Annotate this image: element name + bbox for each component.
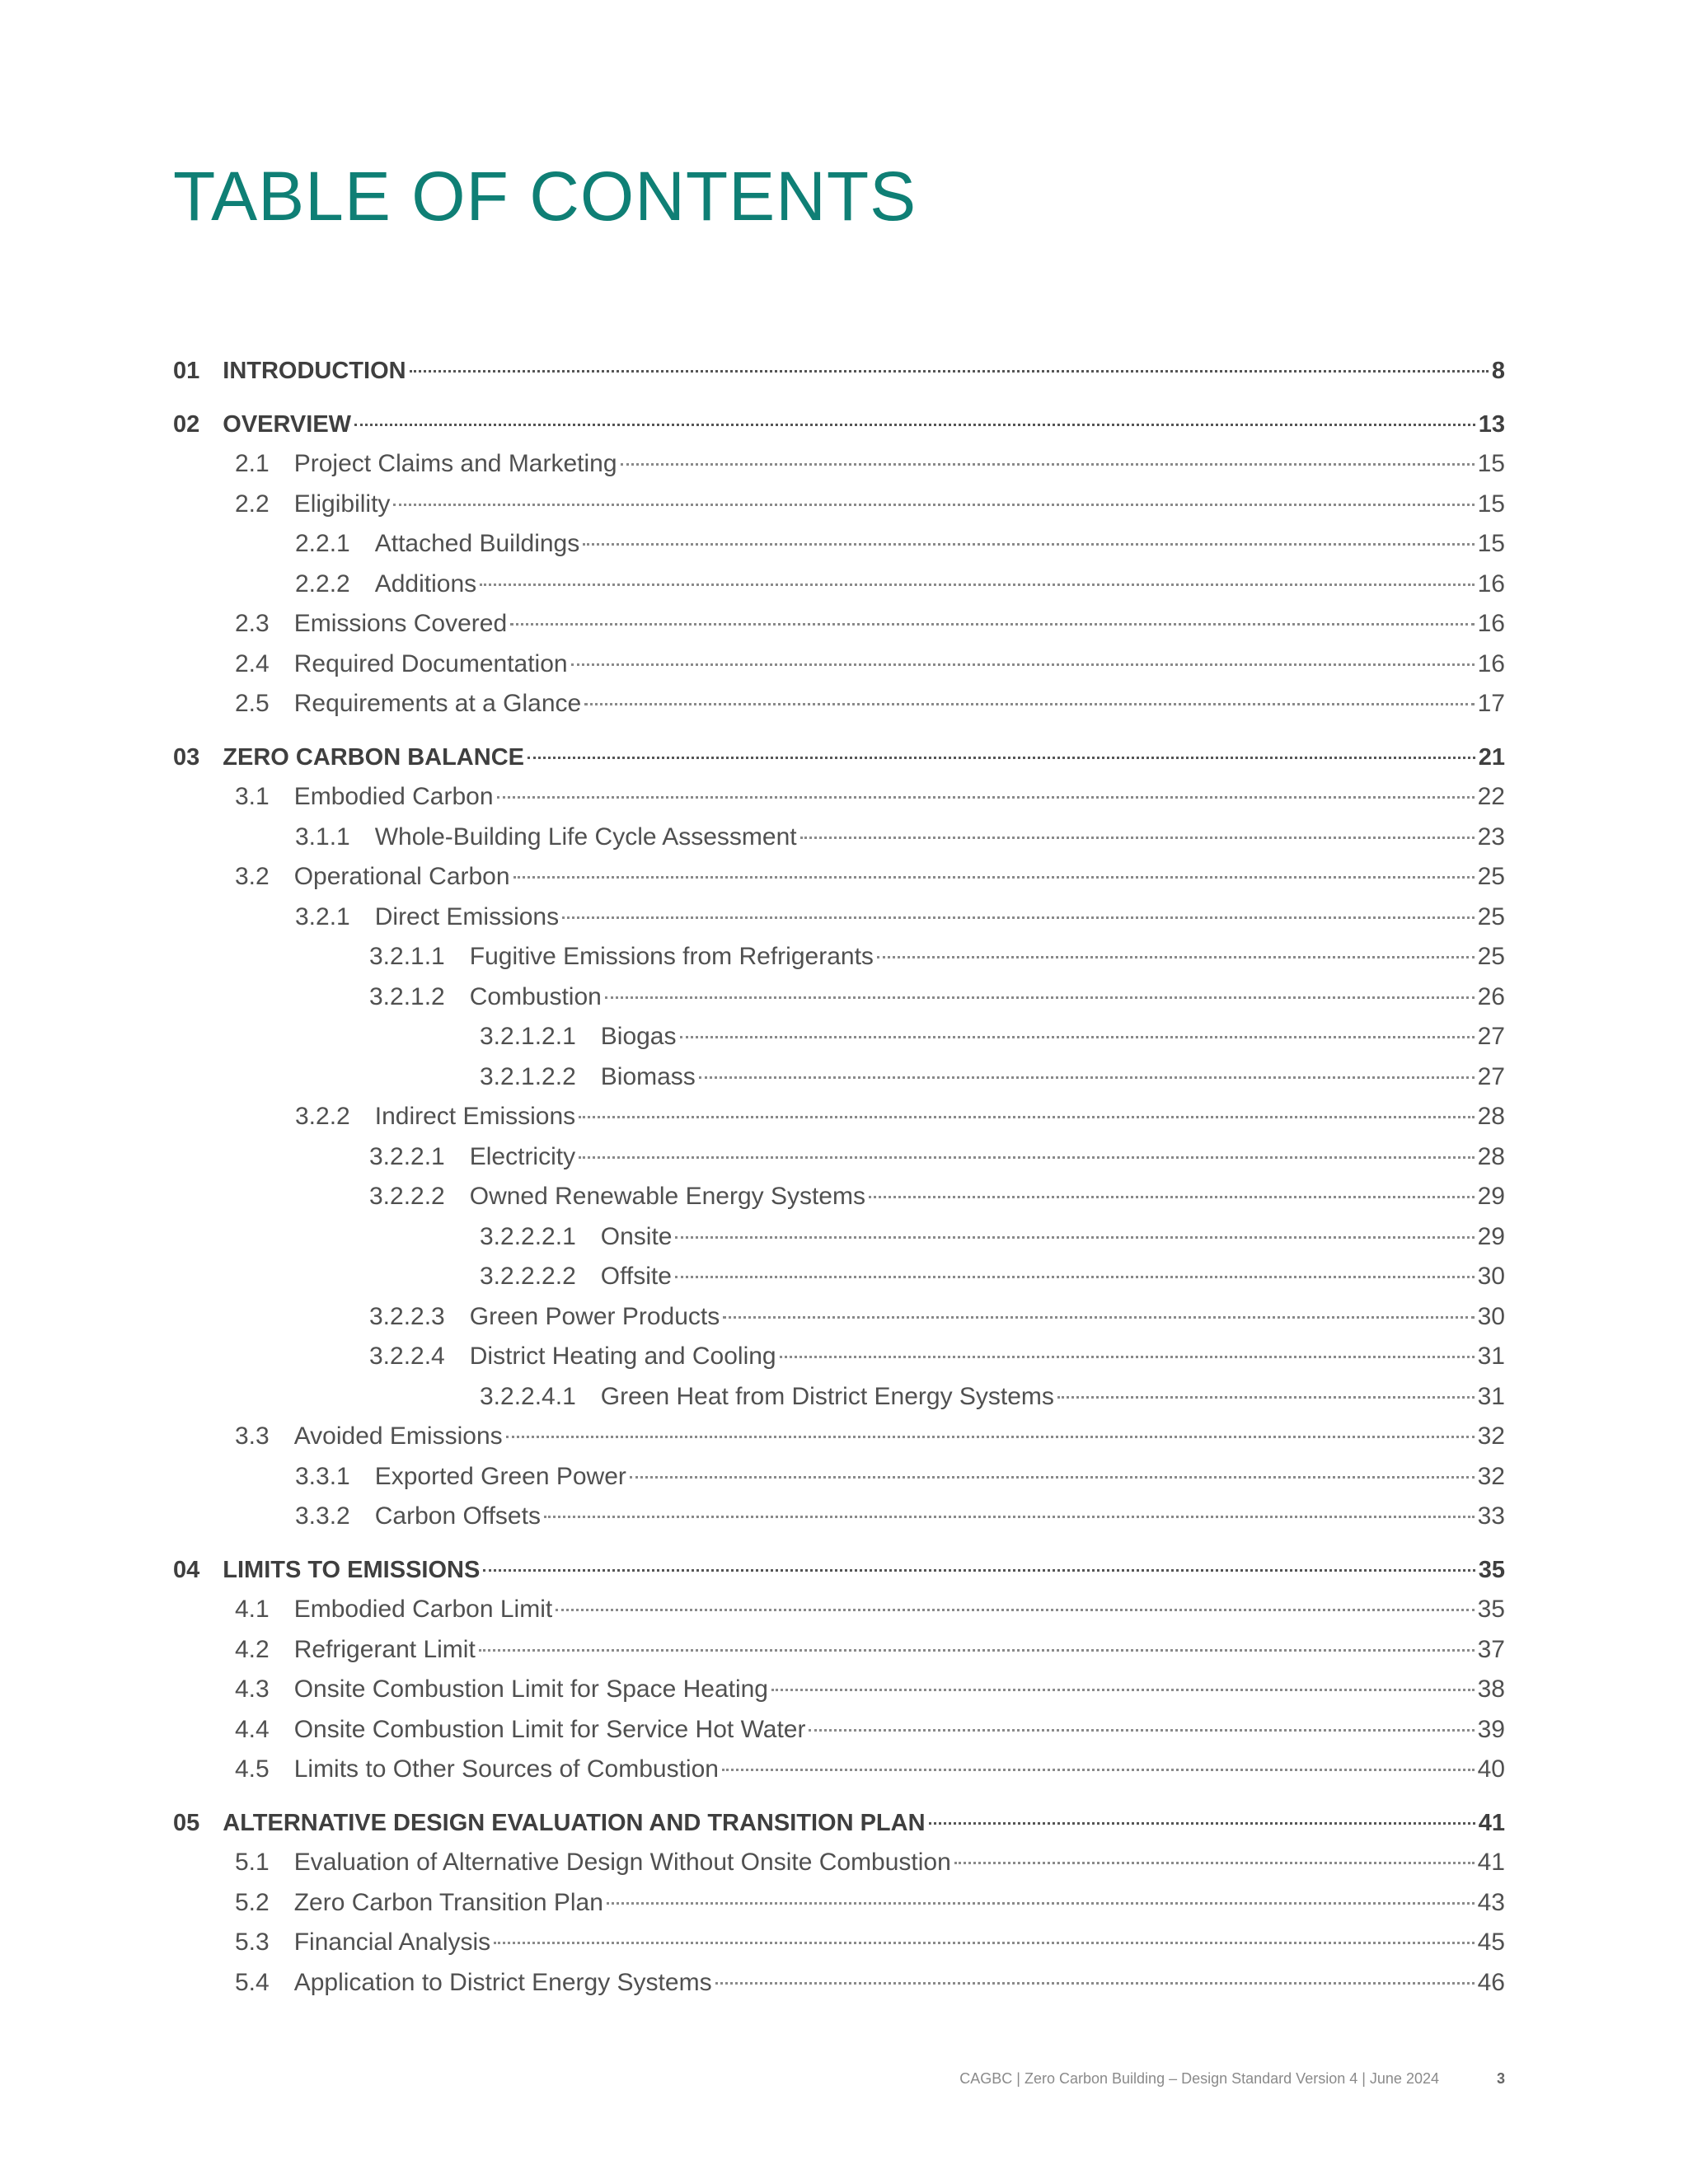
dot-leader bbox=[528, 757, 1475, 759]
toc-entry-page: 41 bbox=[1478, 1809, 1505, 1836]
toc-entry-title: Project Claims and Marketing bbox=[293, 450, 617, 477]
toc-entry-page: 25 bbox=[1477, 863, 1505, 890]
toc-entry[interactable] bbox=[295, 821, 1505, 854]
toc-entry-title: Operational Carbon bbox=[293, 863, 510, 890]
toc-entry[interactable] bbox=[235, 1673, 1505, 1706]
toc-entry-page: 31 bbox=[1477, 1343, 1505, 1370]
toc-entry-title: Additions bbox=[374, 569, 477, 598]
toc-entry-number: 3.2.1.2.1 bbox=[480, 1023, 576, 1050]
toc-entry-page: 32 bbox=[1477, 1422, 1505, 1450]
toc-entry-title: Application to District Energy Systems bbox=[293, 1968, 712, 1996]
toc-entry-number: 4.2 bbox=[235, 1635, 270, 1663]
toc-entry-number: 3.2.1 bbox=[295, 902, 350, 930]
toc-entry-number: 3.2.2.2.2 bbox=[480, 1263, 576, 1290]
footer-page-number: 3 bbox=[1496, 2070, 1505, 2087]
toc-entry-title: Embodied Carbon bbox=[293, 783, 494, 810]
toc-entry-number: 02 bbox=[173, 410, 200, 438]
toc-entry-number: 5.4 bbox=[235, 1968, 270, 1996]
toc-entry[interactable] bbox=[235, 1753, 1505, 1786]
toc-entry-number: 3.2 bbox=[235, 863, 270, 890]
toc-entry-page: 27 bbox=[1477, 1023, 1505, 1050]
toc-entry-page: 41 bbox=[1477, 1849, 1505, 1876]
toc-entry-title: Onsite Combustion Limit for Service Hot Water bbox=[293, 1715, 806, 1743]
dot-leader bbox=[562, 916, 1475, 919]
toc-entry-title: ALTERNATIVE DESIGN EVALUATION AND TRANSITION PLAN bbox=[223, 1809, 926, 1836]
toc-entry[interactable] bbox=[235, 860, 1505, 893]
dot-leader bbox=[780, 1356, 1475, 1358]
toc-entry-page: 13 bbox=[1478, 410, 1505, 438]
toc-entry-title: Required Documentation bbox=[293, 649, 568, 677]
dot-leader bbox=[556, 1609, 1474, 1611]
toc-entry-page: 38 bbox=[1477, 1675, 1505, 1703]
dot-leader bbox=[497, 796, 1475, 799]
toc-entry[interactable] bbox=[369, 1340, 1505, 1373]
toc-section-entry[interactable] bbox=[173, 741, 1505, 774]
dot-leader bbox=[675, 1276, 1475, 1278]
toc-entry-title: Emissions Covered bbox=[293, 610, 508, 637]
dot-leader bbox=[630, 1476, 1475, 1479]
toc-entry-number: 5.1 bbox=[235, 1849, 270, 1876]
toc-entry-page: 25 bbox=[1477, 902, 1505, 930]
toc-entry[interactable] bbox=[295, 1460, 1505, 1493]
dot-leader bbox=[579, 1156, 1475, 1159]
toc-entry-number: 4.5 bbox=[235, 1755, 270, 1783]
toc-section-entry[interactable] bbox=[173, 1554, 1505, 1586]
dot-leader bbox=[621, 463, 1475, 466]
toc-entry-title: LIMITS TO EMISSIONS bbox=[223, 1556, 481, 1583]
dot-leader bbox=[1057, 1396, 1475, 1399]
toc-entry-number: 2.2.2 bbox=[295, 569, 350, 598]
toc-entry-title: Exported Green Power bbox=[374, 1462, 626, 1490]
toc-entry[interactable] bbox=[235, 1846, 1505, 1879]
toc-entry-number: 01 bbox=[173, 358, 200, 384]
toc-entry-page: 16 bbox=[1477, 610, 1505, 637]
toc-entry-number: 3.2.1.1 bbox=[369, 943, 445, 970]
page-footer bbox=[959, 2070, 1505, 2088]
toc-entry-title: Avoided Emissions bbox=[293, 1422, 503, 1450]
toc-entry-title: Onsite Combustion Limit for Space Heating bbox=[293, 1675, 768, 1703]
toc-entry-title: Fugitive Emissions from Refrigerants bbox=[469, 943, 874, 970]
toc-entry[interactable] bbox=[235, 607, 1505, 640]
dot-leader bbox=[506, 1436, 1475, 1438]
toc-entry-page: 21 bbox=[1478, 743, 1505, 771]
dot-leader bbox=[607, 1902, 1475, 1905]
toc-entry-page: 45 bbox=[1477, 1929, 1505, 1956]
toc-entry-title: Carbon Offsets bbox=[374, 1502, 541, 1530]
dot-leader bbox=[584, 703, 1474, 705]
toc-section-entry[interactable] bbox=[173, 408, 1505, 441]
toc-entry[interactable] bbox=[235, 1966, 1505, 1999]
toc-entry-title: INTRODUCTION bbox=[223, 358, 406, 384]
toc-entry-page: 16 bbox=[1477, 649, 1505, 677]
dot-leader bbox=[715, 1982, 1475, 1985]
toc-entry-title: Indirect Emissions bbox=[374, 1103, 576, 1130]
toc-entry-title: Biogas bbox=[600, 1023, 677, 1050]
toc-entry[interactable] bbox=[235, 648, 1505, 681]
toc-entry-number: 3.1.1 bbox=[295, 823, 350, 851]
toc-entry[interactable] bbox=[235, 1886, 1505, 1919]
toc-entry-page: 29 bbox=[1477, 1183, 1505, 1210]
toc-entry[interactable] bbox=[235, 448, 1505, 480]
toc-entry-page: 16 bbox=[1477, 569, 1505, 598]
toc-entry[interactable] bbox=[295, 1500, 1505, 1533]
toc-entry[interactable] bbox=[480, 1221, 1505, 1254]
toc-entry-page: 17 bbox=[1477, 690, 1505, 717]
toc-entry[interactable] bbox=[235, 1420, 1505, 1453]
toc-entry-page: 30 bbox=[1477, 1263, 1505, 1290]
dot-leader bbox=[583, 543, 1474, 546]
toc-entry-page: 28 bbox=[1477, 1103, 1505, 1130]
toc-entry-number: 3.2.2.2 bbox=[369, 1183, 445, 1210]
toc-entry-number: 3.3.1 bbox=[295, 1462, 350, 1490]
toc-entry-number: 3.3.2 bbox=[295, 1502, 350, 1530]
toc-entry-page: 15 bbox=[1477, 530, 1505, 557]
toc-entry-number: 4.4 bbox=[235, 1715, 270, 1743]
toc-entry[interactable] bbox=[480, 1020, 1505, 1053]
toc-entry-page: 32 bbox=[1477, 1462, 1505, 1490]
toc-entry-page: 22 bbox=[1477, 783, 1505, 810]
toc-entry-title: Requirements at a Glance bbox=[293, 690, 582, 717]
toc-entry[interactable] bbox=[369, 1301, 1505, 1333]
toc-entry-title: District Heating and Cooling bbox=[469, 1343, 776, 1370]
toc-entry-page: 25 bbox=[1477, 943, 1505, 970]
toc-entry[interactable] bbox=[369, 940, 1505, 973]
dot-leader bbox=[571, 663, 1475, 666]
toc-entry-title: Electricity bbox=[469, 1142, 576, 1170]
toc-entry[interactable] bbox=[480, 1380, 1505, 1413]
toc-entry-title: Combustion bbox=[469, 982, 602, 1010]
toc-entry-title: Green Heat from District Energy Systems bbox=[600, 1382, 1054, 1410]
toc-entry[interactable] bbox=[235, 687, 1505, 720]
toc-entry-page: 37 bbox=[1477, 1635, 1505, 1663]
toc-entry-title: Green Power Products bbox=[469, 1302, 720, 1330]
toc-entry[interactable] bbox=[480, 1260, 1505, 1293]
toc-entry-title: Financial Analysis bbox=[293, 1929, 491, 1956]
toc-entry-title: Attached Buildings bbox=[374, 530, 580, 557]
dot-leader bbox=[929, 1822, 1475, 1825]
toc-entry-number: 5.2 bbox=[235, 1888, 270, 1916]
toc-section-entry[interactable] bbox=[173, 1807, 1505, 1840]
dot-leader bbox=[877, 956, 1475, 958]
toc-entry-title: Owned Renewable Energy Systems bbox=[469, 1183, 865, 1210]
toc-entry-number: 2.4 bbox=[235, 649, 270, 677]
toc-entry[interactable] bbox=[295, 527, 1505, 560]
toc-entry-number: 4.3 bbox=[235, 1675, 270, 1703]
dot-leader bbox=[869, 1196, 1475, 1198]
toc-entry-page: 26 bbox=[1477, 982, 1505, 1010]
dot-leader bbox=[771, 1689, 1475, 1691]
dot-leader bbox=[800, 837, 1475, 839]
dot-leader bbox=[480, 583, 1474, 586]
toc-entry-number: 3.2.1.2.2 bbox=[480, 1062, 576, 1090]
dot-leader bbox=[354, 424, 1475, 426]
dot-leader bbox=[605, 996, 1475, 999]
dot-leader bbox=[479, 1649, 1475, 1652]
dot-leader bbox=[809, 1729, 1474, 1732]
dot-leader bbox=[494, 1942, 1474, 1944]
toc-entry[interactable] bbox=[235, 1633, 1505, 1666]
toc-entry[interactable] bbox=[369, 1180, 1505, 1213]
toc-entry-number: 04 bbox=[173, 1556, 200, 1583]
toc-entry-title: Whole-Building Life Cycle Assessment bbox=[374, 823, 797, 851]
toc-section-entry[interactable] bbox=[173, 354, 1505, 387]
toc-entry-number: 03 bbox=[173, 743, 200, 771]
toc-entry-title: Evaluation of Alternative Design Without Onsite Combustion bbox=[293, 1849, 951, 1876]
page-title: TABLE OF CONTENTS bbox=[173, 157, 917, 235]
toc-entry-page: 40 bbox=[1477, 1755, 1505, 1783]
toc-entry-number: 2.5 bbox=[235, 690, 270, 717]
toc-entry[interactable] bbox=[480, 1061, 1505, 1094]
toc-entry-page: 35 bbox=[1477, 1596, 1505, 1623]
toc-entry-page: 27 bbox=[1477, 1062, 1505, 1090]
toc-entry[interactable] bbox=[369, 981, 1505, 1014]
toc-entry[interactable] bbox=[235, 780, 1505, 813]
dot-leader bbox=[680, 1036, 1475, 1038]
toc-entry-page: 31 bbox=[1477, 1382, 1505, 1410]
toc-entry[interactable] bbox=[295, 568, 1505, 601]
toc-entry-number: 2.3 bbox=[235, 610, 270, 637]
toc-entry-page: 30 bbox=[1477, 1302, 1505, 1330]
toc-entry-title: Eligibility bbox=[293, 490, 391, 518]
dot-leader bbox=[723, 1316, 1474, 1319]
dot-leader bbox=[722, 1769, 1475, 1771]
toc-entry-title: Offsite bbox=[600, 1263, 672, 1290]
toc-entry-page: 28 bbox=[1477, 1142, 1505, 1170]
toc-entry[interactable] bbox=[295, 1100, 1505, 1133]
toc-entry[interactable] bbox=[235, 1713, 1505, 1746]
toc-entry-number: 3.2.2.2.1 bbox=[480, 1222, 576, 1250]
toc-entry-number: 2.1 bbox=[235, 450, 270, 477]
dot-leader bbox=[410, 370, 1489, 373]
toc-entry-number: 2.2.1 bbox=[295, 530, 350, 557]
toc-entry-title: Refrigerant Limit bbox=[293, 1635, 476, 1663]
toc-entry[interactable] bbox=[235, 488, 1505, 521]
toc-entry-page: 29 bbox=[1477, 1222, 1505, 1250]
toc-entry-number: 3.3 bbox=[235, 1422, 270, 1450]
toc-entry[interactable] bbox=[295, 901, 1505, 934]
toc-entry-title: Onsite bbox=[600, 1222, 673, 1250]
toc-entry-number: 4.1 bbox=[235, 1596, 270, 1623]
dot-leader bbox=[483, 1569, 1475, 1572]
toc-entry-page: 35 bbox=[1478, 1556, 1505, 1583]
toc-entry-number: 2.2 bbox=[235, 490, 270, 518]
dot-leader bbox=[675, 1236, 1474, 1239]
toc-entry-number: 3.2.2.1 bbox=[369, 1142, 445, 1170]
toc-entry-title: Direct Emissions bbox=[374, 902, 560, 930]
toc-entry-page: 8 bbox=[1491, 358, 1505, 384]
toc-entry-page: 23 bbox=[1477, 823, 1505, 851]
toc-entry-page: 15 bbox=[1477, 490, 1505, 518]
toc-entry-page: 33 bbox=[1477, 1502, 1505, 1530]
dot-leader bbox=[510, 623, 1474, 626]
toc-entry-title: OVERVIEW bbox=[223, 410, 352, 438]
toc-entry-page: 39 bbox=[1477, 1715, 1505, 1743]
dot-leader bbox=[954, 1862, 1475, 1864]
toc-entry-page: 46 bbox=[1477, 1968, 1505, 1996]
toc-entry-page: 43 bbox=[1477, 1888, 1505, 1916]
toc-entry-number: 3.2.2.3 bbox=[369, 1302, 445, 1330]
toc-entry[interactable] bbox=[369, 1141, 1505, 1174]
toc-entry[interactable] bbox=[235, 1593, 1505, 1626]
footer-text: CAGBC | Zero Carbon Building – Design Standard Version 4 | June 2024 bbox=[959, 2070, 1439, 2087]
toc-entry-number: 3.2.2 bbox=[295, 1103, 350, 1130]
toc-entry-title: Limits to Other Sources of Combustion bbox=[293, 1755, 719, 1783]
dot-leader bbox=[544, 1516, 1475, 1518]
toc-entry-title: Embodied Carbon Limit bbox=[293, 1596, 553, 1623]
toc-entry-number: 3.1 bbox=[235, 783, 270, 810]
toc-entry-title: Biomass bbox=[600, 1062, 696, 1090]
toc-entry-page: 15 bbox=[1477, 450, 1505, 477]
toc-entry-title: ZERO CARBON BALANCE bbox=[223, 743, 524, 771]
toc-entry-number: 3.2.2.4.1 bbox=[480, 1382, 576, 1410]
toc-entry-number: 5.3 bbox=[235, 1929, 270, 1956]
dot-leader bbox=[699, 1076, 1475, 1079]
toc-entry[interactable] bbox=[235, 1926, 1505, 1959]
dot-leader bbox=[393, 504, 1474, 506]
toc-entry-number: 3.2.2.4 bbox=[369, 1343, 445, 1370]
dot-leader bbox=[513, 876, 1475, 879]
toc-entry-title: Zero Carbon Transition Plan bbox=[293, 1888, 603, 1916]
toc-entry-number: 05 bbox=[173, 1809, 200, 1836]
toc-entry-number: 3.2.1.2 bbox=[369, 982, 445, 1010]
dot-leader bbox=[579, 1116, 1474, 1118]
